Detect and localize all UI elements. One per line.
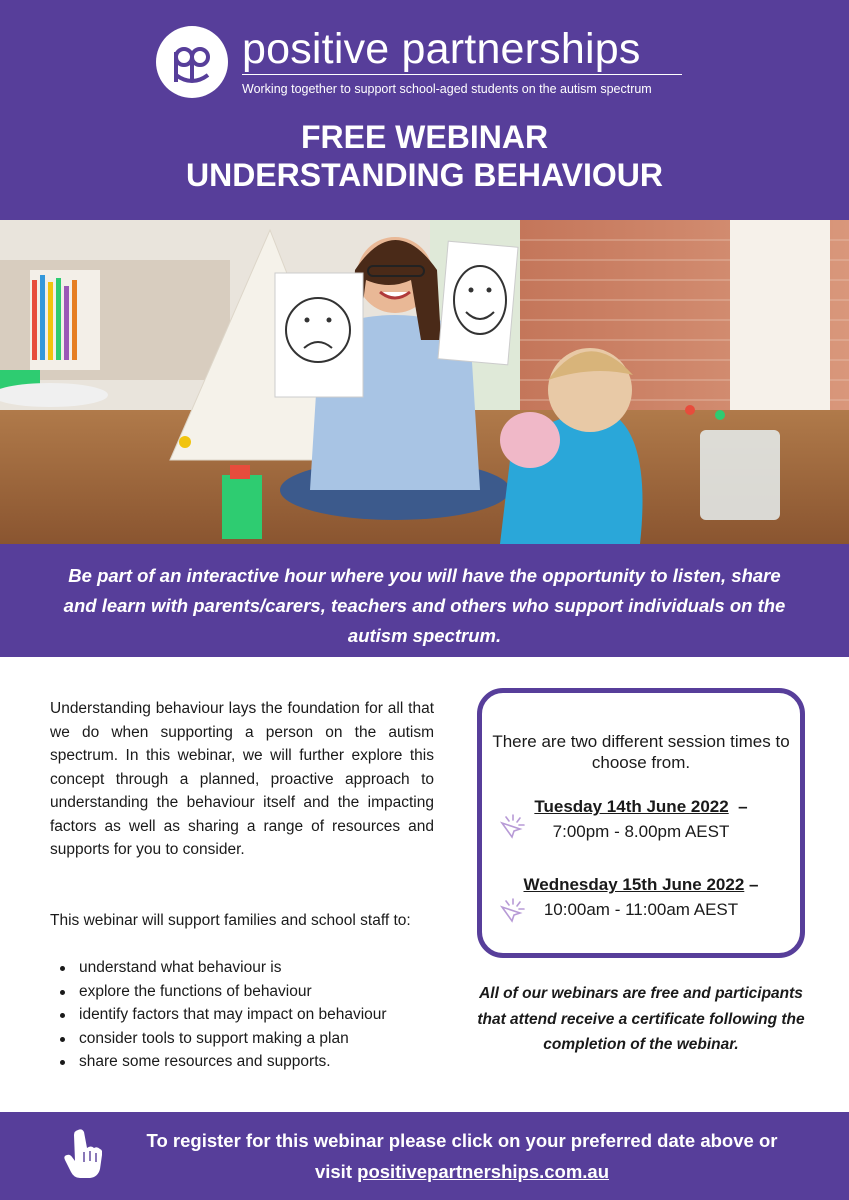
list-item	[50, 980, 450, 1004]
logo-divider	[242, 74, 682, 75]
list-item	[50, 1003, 450, 1027]
page-title	[0, 118, 849, 194]
list-item	[50, 956, 450, 980]
list-item-text: identify factors that may impact on behaviour	[79, 1006, 387, 1023]
session-times-box	[477, 688, 805, 958]
classroom-scene-image	[0, 220, 849, 544]
body-paragraph-2: This webinar will support families and school staff to:	[50, 912, 411, 929]
session-2-time: 10:00am - 11:00am AEST	[543, 900, 739, 919]
list-item-text: share some resources and supports.	[79, 1053, 331, 1070]
register-text	[112, 1125, 812, 1187]
bullet-icon	[60, 1013, 65, 1018]
pp-monogram-icon	[156, 26, 228, 98]
bullet-icon	[60, 990, 65, 995]
session-1-dash: –	[738, 797, 748, 816]
bullet-icon	[60, 1037, 65, 1042]
list-item-text: consider tools to support making a plan	[79, 1029, 349, 1047]
free-note: All of our webinars are free and participants that attend receive a certificate following the completion of the webinar.	[477, 985, 805, 1053]
session-intro: There are two different session times to choose from.	[492, 732, 790, 772]
list-item-text: understand what behaviour is	[79, 959, 282, 976]
list-item	[50, 1050, 450, 1074]
logo-monogram	[156, 26, 228, 98]
title-line-2: UNDERSTANDING BEHAVIOUR	[185, 157, 664, 193]
list-item	[50, 1027, 450, 1051]
session-2	[482, 872, 800, 922]
brand-logo[interactable]	[156, 26, 686, 104]
body-paragraph-1: Understanding behaviour lays the foundation for all that we do when supporting a person on the autism spectrum. In this webinar, we will further explore this concept through a planned, proactive approach to understanding the behaviour itself and the impacting factors as well as sharing a range of resources and supports for you to consider.	[50, 700, 434, 858]
session-1	[482, 794, 800, 844]
brand-tagline: Working together to support school-aged students on the autism spectrum	[242, 82, 652, 96]
bullet-icon	[60, 966, 65, 971]
bullet-icon	[60, 1060, 65, 1065]
hero-photo	[0, 220, 849, 544]
register-text-line-1: To register for this webinar please click on your preferred date above or	[146, 1130, 778, 1151]
session-1-time: 7:00pm - 8.00pm AEST	[552, 822, 730, 841]
pointing-hand-icon	[64, 1128, 102, 1180]
title-line-1: FREE WEBINAR	[300, 119, 549, 155]
brand-name: positive partnerships	[242, 25, 641, 73]
register-text-prefix: visit	[314, 1161, 358, 1182]
session-2-date-link[interactable]: Wednesday 15th June 2022	[523, 875, 745, 894]
list-item-text: explore the functions of behaviour	[79, 982, 312, 1000]
website-link[interactable]: positivepartnerships.com.au	[357, 1161, 610, 1182]
intro-text: Be part of an interactive hour where you will have the opportunity to listen, share and learn with parents/carers, teachers and others who support individuals on the autism spectrum.	[63, 565, 786, 646]
session-1-date-link[interactable]: Tuesday 14th June 2022	[534, 797, 729, 816]
benefits-list	[50, 956, 450, 1074]
session-2-dash: –	[749, 875, 759, 894]
